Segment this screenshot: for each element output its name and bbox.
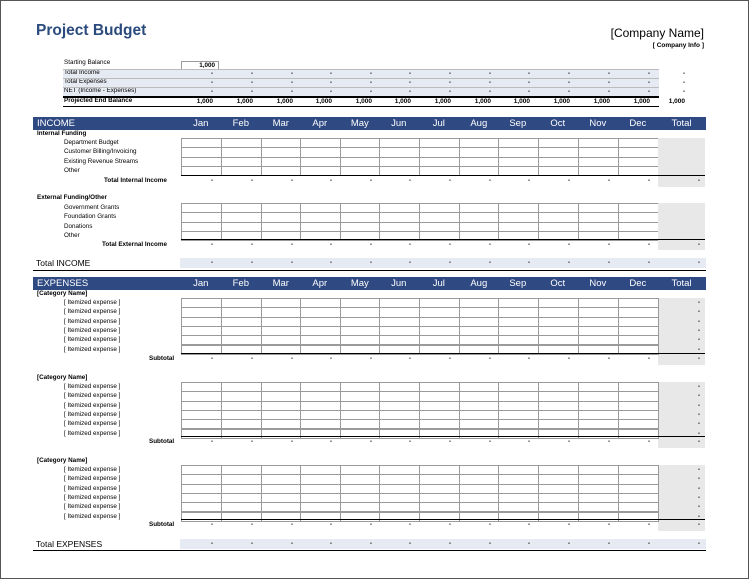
summary-divider-bold <box>63 106 659 107</box>
expense-item-total-cell: - <box>697 317 700 325</box>
month-header: Apr <box>312 278 328 289</box>
summary-cell: - <box>408 70 411 77</box>
external-income-total-label: Total External Income <box>102 241 167 248</box>
projected-cell: 1,000 <box>553 98 570 105</box>
expense-item-total-cell: - <box>697 484 700 492</box>
month-header: May <box>350 278 369 289</box>
total-expenses-cell: - <box>250 540 253 547</box>
internal-income-total-total: - <box>697 177 700 184</box>
projected-cell: 1,000 <box>513 98 530 105</box>
category-name[interactable]: [Category Name] <box>37 457 88 464</box>
month-header: Aug <box>470 278 488 289</box>
expense-subtotal-cell: - <box>607 438 610 445</box>
external-income-row-label[interactable]: Government Grants <box>64 204 120 211</box>
total-income-cell: - <box>369 259 372 266</box>
external-income-total-cell: - <box>250 241 253 248</box>
total-expenses-line <box>33 550 706 551</box>
expense-subtotal-cell: - <box>250 355 253 362</box>
external-income-total-cell: - <box>488 241 491 248</box>
summary-cell: - <box>607 79 610 86</box>
external-income-total-cell: - <box>527 241 530 248</box>
external-funding-title: External Funding/Other <box>37 194 107 201</box>
external-income-total-cell: - <box>607 241 610 248</box>
expense-item-row-label[interactable]: [ Itemized expense ] <box>64 401 121 409</box>
month-header: Sep <box>509 278 527 289</box>
total-expenses-cell: - <box>329 540 332 547</box>
total-income-cell: - <box>567 259 570 266</box>
internal-income-row-label[interactable]: Department Budget <box>64 139 119 146</box>
total-expenses-label: Total EXPENSES <box>36 539 103 549</box>
expense-subtotal-cell: - <box>448 521 451 528</box>
expense-subtotal-cell: - <box>250 438 253 445</box>
expense-item-total-cell: - <box>697 299 700 306</box>
summary-cell: - <box>250 70 253 77</box>
expense-subtotal-cell: - <box>448 355 451 362</box>
summary-cell: - <box>210 79 213 86</box>
expense-subtotal-cell: - <box>329 521 332 528</box>
summary-label: Starting Balance <box>64 59 111 66</box>
total-income-cell: - <box>290 259 293 266</box>
summary-cell: - <box>250 79 253 86</box>
expense-item-total-cell: - <box>697 392 700 400</box>
external-income-total-cell: - <box>290 241 293 248</box>
month-header: Jan <box>193 278 209 289</box>
expense-subtotal-label: Subtotal <box>149 438 175 445</box>
expense-item-row-label[interactable]: [ Itemized expense ] <box>64 475 121 483</box>
total-expenses-cell: - <box>448 540 451 547</box>
expense-subtotal-cell: - <box>567 521 570 528</box>
expense-subtotal-cell: - <box>567 438 570 445</box>
expense-subtotal-cell: - <box>290 438 293 445</box>
total-expenses-cell: - <box>527 540 530 547</box>
projected-cell: 1,000 <box>434 98 451 105</box>
expense-item-total-cell: - <box>697 401 700 409</box>
internal-income-total-cell: - <box>210 177 213 184</box>
expense-item-row-label[interactable]: [ Itemized expense ] <box>64 392 121 400</box>
month-header: Jun <box>391 118 407 129</box>
internal-income-total-cell: - <box>488 177 491 184</box>
expense-subtotal-total: - <box>697 438 700 445</box>
expense-item-row-label[interactable]: [ Itemized expense ] <box>64 410 121 418</box>
total-income-cell: - <box>408 259 411 266</box>
summary-cell: - <box>682 79 685 86</box>
month-header: Aug <box>470 118 488 129</box>
total-income-cell: - <box>607 259 610 266</box>
summary-cell: - <box>607 70 610 77</box>
external-income-total-cell: - <box>448 241 451 248</box>
total-income-cell: - <box>210 259 213 266</box>
expense-item-row-label[interactable]: [ Itemized expense ] <box>64 503 121 511</box>
external-income-total-cell: - <box>567 241 570 248</box>
expense-subtotal-cell: - <box>647 355 650 362</box>
expense-subtotal-total: - <box>697 355 700 362</box>
summary-cell: - <box>682 70 685 77</box>
internal-income-total-cell: - <box>329 177 332 184</box>
month-header: Feb <box>232 118 249 129</box>
total-expenses-cell: - <box>607 540 610 547</box>
internal-income-total-cell: - <box>448 177 451 184</box>
projected-cell: 1,000 <box>196 98 213 105</box>
summary-cell: - <box>527 70 530 77</box>
total-expenses-cell: - <box>647 540 650 547</box>
internal-income-row-label[interactable]: Existing Revenue Streams <box>64 157 139 165</box>
summary-cell: - <box>488 88 491 95</box>
summary-cell: - <box>290 88 293 95</box>
month-header: Jun <box>391 278 407 289</box>
internal-income-total-cell: - <box>607 177 610 184</box>
expense-subtotal-cell: - <box>290 355 293 362</box>
expense-item-total-cell: - <box>697 493 700 501</box>
expense-item-total-cell: - <box>697 336 700 344</box>
expense-subtotal-cell: - <box>527 521 530 528</box>
summary-cell: - <box>448 88 451 95</box>
total-expenses-total: - <box>697 540 700 547</box>
internal-income-total-cell: - <box>290 177 293 184</box>
summary-cell: - <box>567 88 570 95</box>
summary-cell: - <box>647 79 650 86</box>
summary-cell: - <box>527 79 530 86</box>
internal-income-total-cell: - <box>408 177 411 184</box>
total-expenses-cell: - <box>408 540 411 547</box>
expense-subtotal-cell: - <box>408 521 411 528</box>
expense-item-total-cell: - <box>697 308 700 316</box>
summary-cell: - <box>682 88 685 95</box>
expense-subtotal-cell: - <box>607 355 610 362</box>
expense-subtotal-cell: - <box>527 438 530 445</box>
expense-subtotal-cell: - <box>369 521 372 528</box>
internal-funding-title: Internal Funding <box>37 130 87 137</box>
internal-income-row-label[interactable]: Customer Billing/Invoicing <box>64 148 137 156</box>
month-header: Dec <box>629 278 647 289</box>
internal-income-total-cell: - <box>647 177 650 184</box>
internal-income-total-cell: - <box>567 177 570 184</box>
summary-cell: - <box>567 70 570 77</box>
internal-income-total-cell: - <box>369 177 372 184</box>
summary-cell: - <box>408 88 411 95</box>
projected-cell: 1,000 <box>474 98 491 105</box>
expense-subtotal-cell: - <box>250 521 253 528</box>
month-header: Mar <box>272 118 289 129</box>
month-header: Jul <box>432 278 445 289</box>
expense-subtotal-cell: - <box>329 438 332 445</box>
external-income-total-line <box>181 239 705 240</box>
expense-subtotal-cell: - <box>369 438 372 445</box>
expense-item-total-cell: - <box>697 420 700 428</box>
external-income-row-label[interactable]: Other <box>64 231 80 239</box>
expense-subtotal-label: Subtotal <box>149 355 175 362</box>
internal-income-total-cell: - <box>527 177 530 184</box>
expense-item-total-cell: - <box>697 503 700 511</box>
total-expenses-cell: - <box>488 540 491 547</box>
external-income-row-label[interactable]: Donations <box>64 222 93 230</box>
summary-cell: - <box>567 79 570 86</box>
external-income-total-cell: - <box>369 241 372 248</box>
internal-income-total-line <box>181 175 705 176</box>
starting-balance-value[interactable]: 1,000 <box>199 62 215 69</box>
external-income-total-cell: - <box>408 241 411 248</box>
expense-item-total-cell: - <box>697 466 700 473</box>
category-name[interactable]: [Category Name] <box>37 374 88 381</box>
expense-item-total-cell: - <box>697 383 700 390</box>
expense-subtotal-cell: - <box>290 521 293 528</box>
summary-cell: - <box>290 79 293 86</box>
month-header: Apr <box>312 118 328 129</box>
expense-item-row-label[interactable]: [ Itemized expense ] <box>64 493 121 501</box>
expense-item-total-cell: - <box>697 512 700 520</box>
company-name[interactable]: [Company Name] <box>610 26 704 40</box>
expense-item-row-label[interactable]: [ Itemized expense ] <box>64 383 121 390</box>
expense-item-row-label[interactable]: [ Itemized expense ] <box>64 299 121 306</box>
expense-subtotal-cell: - <box>329 355 332 362</box>
section-header-label: INCOME <box>37 118 75 129</box>
summary-cell: - <box>488 79 491 86</box>
expense-subtotal-cell: - <box>647 438 650 445</box>
expense-item-row-label[interactable]: [ Itemized expense ] <box>64 484 121 492</box>
expense-item-row-label[interactable]: [ Itemized expense ] <box>64 429 121 437</box>
total-income-line <box>33 270 706 271</box>
total-income-cell: - <box>329 259 332 266</box>
month-header: Nov <box>589 278 607 289</box>
summary-cell: - <box>369 79 372 86</box>
summary-cell: - <box>408 79 411 86</box>
summary-cell: - <box>647 70 650 77</box>
expense-subtotal-cell: - <box>210 355 213 362</box>
expense-item-row-label[interactable]: [ Itemized expense ] <box>64 317 121 325</box>
summary-cell: - <box>369 70 372 77</box>
projected-cell: 1,000 <box>236 98 253 105</box>
month-header: Dec <box>629 118 647 129</box>
projected-cell: 1,000 <box>276 98 293 105</box>
total-income-total: - <box>697 259 700 266</box>
expense-item-row-label[interactable]: [ Itemized expense ] <box>64 336 121 344</box>
month-header: Mar <box>272 278 289 289</box>
total-income-cell: - <box>448 259 451 266</box>
expense-item-total-cell: - <box>697 345 700 353</box>
summary-cell: - <box>210 88 213 95</box>
expense-item-total-cell: - <box>697 326 700 334</box>
expense-subtotal-cell: - <box>488 521 491 528</box>
expense-item-row-label[interactable]: [ Itemized expense ] <box>64 308 121 316</box>
expense-item-total-cell: - <box>697 475 700 483</box>
internal-income-total-cell: - <box>250 177 253 184</box>
expense-subtotal-cell: - <box>607 521 610 528</box>
projected-cell: 1,000 <box>668 98 685 105</box>
projected-cell: 1,000 <box>355 98 372 105</box>
external-income-total-total: - <box>697 241 700 248</box>
summary-cell: - <box>290 70 293 77</box>
expense-item-total-cell: - <box>697 410 700 418</box>
total-expenses-cell: - <box>369 540 372 547</box>
expense-subtotal-label: Subtotal <box>149 521 175 528</box>
external-income-total-cell: - <box>329 241 332 248</box>
summary-cell: - <box>329 79 332 86</box>
total-expenses-cell: - <box>210 540 213 547</box>
summary-cell: - <box>448 79 451 86</box>
expense-subtotal-cell: - <box>647 521 650 528</box>
external-income-total-cell: - <box>647 241 650 248</box>
expense-subtotal-cell: - <box>527 355 530 362</box>
summary-cell: - <box>647 88 650 95</box>
expense-item-row-label[interactable]: [ Itemized expense ] <box>64 512 121 520</box>
external-income-total-cell: - <box>210 241 213 248</box>
projected-cell: 1,000 <box>593 98 610 105</box>
summary-cell: - <box>448 70 451 77</box>
expense-subtotal-line <box>181 436 705 437</box>
expense-subtotal-cell: - <box>210 521 213 528</box>
total-header: Total <box>671 118 692 129</box>
total-income-cell: - <box>488 259 491 266</box>
expense-item-total-cell: - <box>697 429 700 437</box>
total-expenses-cell: - <box>567 540 570 547</box>
expense-subtotal-cell: - <box>408 355 411 362</box>
category-name[interactable]: [Category Name] <box>37 290 88 297</box>
month-header: Nov <box>589 118 607 129</box>
month-header: Jan <box>193 118 209 129</box>
external-income-row-label[interactable]: Foundation Grants <box>64 213 117 221</box>
internal-income-total-label: Total Internal Income <box>104 177 167 184</box>
month-header: Oct <box>550 118 566 129</box>
summary-cell: - <box>329 70 332 77</box>
expense-subtotal-cell: - <box>210 438 213 445</box>
month-header: Sep <box>509 118 527 129</box>
summary-cell: - <box>329 88 332 95</box>
projected-cell: 1,000 <box>394 98 411 105</box>
total-header: Total <box>671 278 692 289</box>
expense-item-row-label[interactable]: [ Itemized expense ] <box>64 345 121 353</box>
page-title: Project Budget <box>36 22 147 39</box>
expense-item-row-label[interactable]: [ Itemized expense ] <box>64 420 121 428</box>
summary-cell: - <box>210 70 213 77</box>
company-info[interactable]: [ Company Info ] <box>652 42 704 49</box>
expense-subtotal-cell: - <box>488 438 491 445</box>
month-header: Jul <box>432 118 445 129</box>
month-header: Feb <box>232 278 249 289</box>
total-income-cell: - <box>250 259 253 266</box>
summary-cell: - <box>527 88 530 95</box>
expense-subtotal-cell: - <box>408 438 411 445</box>
projected-cell: 1,000 <box>633 98 650 105</box>
total-expenses-cell: - <box>290 540 293 547</box>
projected-cell: 1,000 <box>315 98 332 105</box>
total-income-label: Total INCOME <box>36 258 91 268</box>
summary-label: Total Income <box>64 69 100 76</box>
expense-subtotal-cell: - <box>369 355 372 362</box>
expense-item-row-label[interactable]: [ Itemized expense ] <box>64 466 121 473</box>
expense-subtotal-cell: - <box>567 355 570 362</box>
summary-label: Total Expenses <box>64 78 107 85</box>
total-income-cell: - <box>527 259 530 266</box>
expense-subtotal-line <box>181 519 705 520</box>
expense-subtotal-total: - <box>697 521 700 528</box>
summary-label: Projected End Balance <box>64 97 133 104</box>
expense-item-row-label[interactable]: [ Itemized expense ] <box>64 326 121 334</box>
expense-subtotal-cell: - <box>488 355 491 362</box>
section-header-label: EXPENSES <box>37 278 89 289</box>
summary-cell: - <box>369 88 372 95</box>
month-header: Oct <box>550 278 566 289</box>
total-income-cell: - <box>647 259 650 266</box>
internal-income-row-label[interactable]: Other <box>64 166 80 174</box>
summary-cell: - <box>607 88 610 95</box>
expense-subtotal-line <box>181 353 705 354</box>
summary-cell: - <box>488 70 491 77</box>
expense-subtotal-cell: - <box>448 438 451 445</box>
summary-cell: - <box>250 88 253 95</box>
month-header: May <box>350 118 369 129</box>
summary-label: NET (Income - Expenses) <box>64 87 137 94</box>
